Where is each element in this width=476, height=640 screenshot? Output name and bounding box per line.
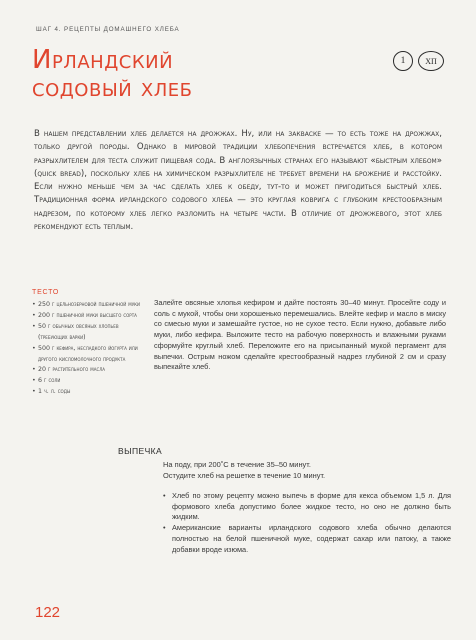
ingredient-list (32, 300, 144, 398)
ingredient-item: • 250 г цельнозерновой пшеничной муки (32, 300, 144, 311)
intro-paragraph: В нашем представлении хлеб делается на дрожжах. Ну, или на закваске — то есть тоже на дрожжах, только другой породы. Однако в мировой традиции хлебопечения встречается хлеб, в котором разрыхлителем для теста служит пищевая сода. В англоязычных странах его называют «быстрым хлебом» (quick bread), поскольку хлеб на химическом разрыхлителе не требует времени на брожение и расстойку. Если нужно меньше чем за час сделать хлеб к обеду, тут-то и может пригодиться быстрый хлеб. Традиционная форма ирландского содового хлеба — это круглая коврига с глубоким крестообразным надрезом, по которому хлеб легко разломить на четыре части. В отличие от дрожжевого, этот хлеб рекомендуют есть теплым. (34, 129, 442, 233)
recipe-badges (393, 51, 444, 71)
baking-line: На поду, при 200˚С в течение 35–50 минут. (163, 460, 311, 469)
ingredient-item: • 50 г обычных овсяных хлопьев (требующих варки) (32, 322, 144, 344)
ingredient-item: • 1 ч. л. соды (32, 387, 144, 398)
tip-item: • Американские варианты ирландского содового хлеба обычно делаются полностью на белой пшеничной муке, содержат сахар или патоку, а также добавки вроде изюма. (163, 523, 451, 555)
ingredient-item: • 20 г растительного масла (32, 365, 144, 376)
baking-instructions (163, 459, 449, 481)
tip-item: • Хлеб по этому рецепту можно выпечь в форме для кекса объемом 1,5 л. Для формового хлеба допустимо более жидкое тесто, но оно не должно быть жидким. (163, 491, 451, 523)
ingredient-item: • 200 г пшеничной муки высшего сорта (32, 311, 144, 322)
recipe-title (32, 46, 193, 102)
bread-maker-badge: ХП (418, 51, 444, 71)
recipe-title-line-1: Ирландский (32, 45, 174, 75)
ingredient-item: • 6 г соли (32, 376, 144, 387)
page-number: 122 (35, 604, 61, 621)
running-head: ШАГ 4. РЕЦЕПТЫ ДОМАШНЕГО ХЛЕБА (36, 26, 180, 33)
dough-section-label: ТЕСТО (32, 289, 60, 296)
tips-list (163, 491, 451, 555)
baking-section-label: ВЫПЕЧКА (118, 446, 163, 456)
ingredient-item: • 500 г кефира, несладкого йогурта или другого кисломолочного продукта (32, 344, 144, 366)
difficulty-badge: 1 (393, 51, 413, 71)
dough-method-paragraph: Залейте овсяные хлопья кефиром и дайте постоять 30–40 минут. Просейте соду и соль с мукой, чтобы они хорошенько перемешались. Влейте кефир и масло в миску со смесью муки и замешайте густое, но не сухое тесто. Если нужно, добавьте либо муки, либо кефира. Выложите тесто на рабочую поверхность и влажными руками сформуйте круглый хлеб. Переложите его на присыпанный мукой пергамент для выпечки. Острым ножом сделайте крестообразный надрез глубиной 2 см и сразу выпекайте хлеб. (154, 298, 446, 372)
recipe-title-line-2: содовый хлеб (32, 73, 193, 103)
baking-line: Остудите хлеб на решетке в течение 10 минут. (163, 471, 326, 480)
